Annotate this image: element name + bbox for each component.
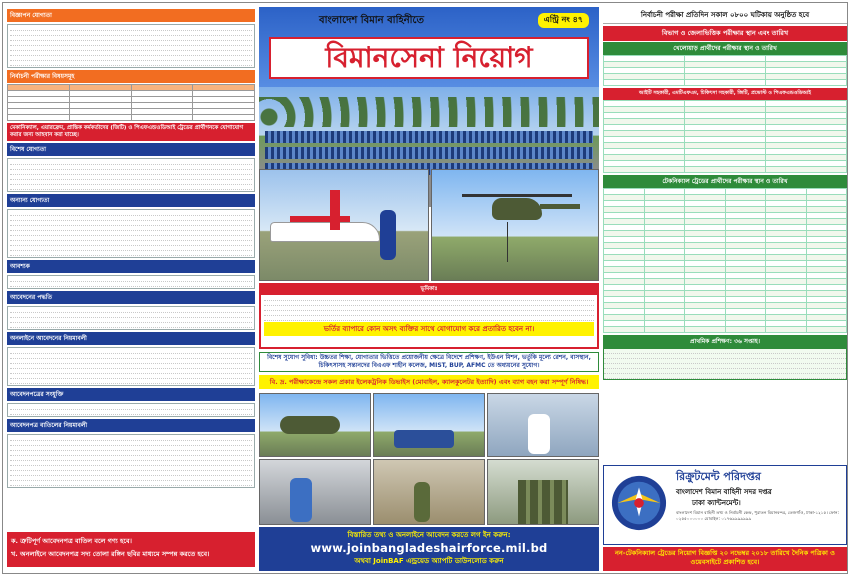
recruitment-office-box xyxy=(603,465,847,545)
it-schedule-header: আইটি সহকারী, এমটিএফএম, চিকিৎসা সহকারী, জিটি, প্রভোস্ট ও পিএফএন্ডওডিআই xyxy=(603,88,847,100)
left-footer-notice xyxy=(7,532,255,567)
footer-note-2: খ. অনলাইনে আবেদনপত্র সদ্য তোলা রঙ্গিন ছবির মাধ্যমে সম্পন্ন করতে হবে। xyxy=(11,550,210,558)
jet-aircraft-photo xyxy=(259,169,429,281)
banner-title: বিমানসেনা নিয়োগ xyxy=(269,37,589,79)
required-list xyxy=(7,275,255,289)
field-exercise-photo xyxy=(373,459,485,525)
fraud-warning: ভর্তির ব্যাপারে কোন অসৎ ব্যক্তির সাথে যোগাযোগ করে প্রতারিত হবেন না। xyxy=(264,322,594,336)
other-qualification-list xyxy=(7,209,255,258)
apply-line-1: বিস্তারিত তথ্য ও অনলাইনে আবেদন করতে লগ ইন করুন: xyxy=(347,531,511,539)
apply-url-link[interactable]: www.joinbangladeshairforce.mil.bd xyxy=(310,541,548,555)
trade-alert: মেকানিক্যাল, এয়ারফ্রেম, প্রান্তিক কর্মকর্তাদের (জিটি) ও পিএফএন্ডওডিআই ট্রেডের প্রার্থীগনকে যোগাযোগ করার জন্য আহবান করা যাচ্ছে। xyxy=(7,123,255,141)
middle-column xyxy=(259,7,599,571)
it-schedule-table xyxy=(603,100,847,173)
intro-box xyxy=(259,283,599,349)
training-header: প্রাথমিক প্রশিক্ষণ: ৩৬ সপ্তাহ। xyxy=(603,335,847,348)
general-schedule-header: খেলোয়াড় প্রার্থীদের পরীক্ষার স্থান ও তারিখ xyxy=(603,42,847,55)
section-header-qualification: বিজ্ঞাপন যোগ্যতা xyxy=(7,9,255,22)
air-force-emblem-icon xyxy=(610,474,668,532)
cancellation-list xyxy=(7,434,255,488)
recruitment-ad-page xyxy=(2,2,848,574)
technical-schedule-header: টেকনিক্যাল ট্রেডের প্রার্থীদের পরীক্ষার স্থান ও তারিখ xyxy=(603,175,847,188)
exam-device-note: বি. দ্র. পরীক্ষাকেন্দ্রে সকল প্রকার ইলেকট্রনিক ডিভাইস (মোবাইল, ক্যালকুলেটর ইত্যাদি) এবং ব্যাগ বহন করা সম্পূর্ণ নিষিদ্ধ। xyxy=(259,375,599,389)
schedule-header: বিভাগ ও জেলাভিত্তিক পরীক্ষার স্থান এবং তারিখ xyxy=(603,26,847,41)
exam-time-note: নির্বাচনী পরীক্ষা প্রতিদিন সকাল ০৮০০ ঘটিকায় অনুষ্ঠিত হবে xyxy=(603,7,847,24)
section-header-special: বিশেষ যোগ্যতা xyxy=(7,143,255,156)
general-schedule-table xyxy=(603,55,847,86)
online-rules-list xyxy=(7,347,255,386)
benefits-box: বিশেষ সুযোগ সুবিধা: উচ্চতর শিক্ষা, যোগ্যতার ভিত্তিতে প্রয়োজনীয় ক্ষেত্রে বিদেশে প্রশিক্ষণ, ইউএন মিশন, ভর্তুকি মূল্যে রেশন, বাসস্থান, চিকিৎসাসহ সন্তানদের বিএএফ শাহীন কলেজ, MIST, BUP, AFMC তে অধ্যয়নের সুযোগ। xyxy=(259,352,599,372)
exam-subjects-table xyxy=(7,84,255,121)
special-qualification-list xyxy=(7,158,255,192)
technical-schedule-table xyxy=(603,188,847,333)
recruit-address: বাংলাদেশ বিমান বাহিনী তথ্য ও নির্বাচনী কেন্দ্র, পুরাতন বিমানবন্দর, তেজগাঁও, ঢাকা-১২১৫। ফোন: ০২৫৫০০০০০০ মোবাইল: ০১৭৬৯৯৯৯৯৯৯ xyxy=(676,510,839,521)
attachments-list xyxy=(7,403,255,417)
training-class-photo xyxy=(487,393,599,457)
recruit-title: রিক্রুটমেন্ট পরিদপ্তর xyxy=(676,470,761,483)
left-column xyxy=(7,7,255,567)
apply-online-footer xyxy=(259,527,599,571)
section-header-exam-subjects: নির্বাচনী পরীক্ষার বিষয়সমূহ xyxy=(7,70,255,83)
section-header-online-rules: অনলাইনে আবেদনের নিয়মাবলী xyxy=(7,332,255,345)
helicopter-photo xyxy=(431,169,599,281)
nontechnical-notice: নন-টেকনিক্যাল ট্রেডের নিয়োগ বিজ্ঞপ্তি ২০ নভেম্বর ২০১৮ তারিখে দৈনিক পত্রিকা ও ওয়েবসাইটে প্রকাশিত হবে। xyxy=(603,547,847,571)
medical-team-photo xyxy=(259,459,371,525)
right-column xyxy=(603,7,847,571)
section-header-required: আবশ্যক xyxy=(7,260,255,273)
section-header-apply: আবেদনের পদ্ধতি xyxy=(7,291,255,304)
section-header-attachments: আবেদনপত্রের সংযুক্তি xyxy=(7,388,255,401)
apply-line-3: অথবা JoinBAF এন্ড্রয়েড অ্যাপটি ডাউনলোড করুন xyxy=(354,557,504,565)
section-header-cancellation: আবেদনপত্র বাতিলের নিয়মাবলী xyxy=(7,419,255,432)
recruit-hq: বাংলাদেশ বিমান বাহিনী সদর দপ্তর xyxy=(676,488,772,496)
soldiers-photo xyxy=(487,459,599,525)
recruit-location: ঢাকা ক্যান্টনমেন্ট। xyxy=(692,499,741,507)
qualification-list xyxy=(7,24,255,68)
police-vehicle-photo xyxy=(373,393,485,457)
section-header-other: অন্যান্য যোগ্যতা xyxy=(7,194,255,207)
ad-number-badge: এন্ট্রি নং ৪৭ xyxy=(538,13,589,28)
training-box xyxy=(603,348,847,380)
apply-method-list xyxy=(7,306,255,330)
intro-header: ভূমিকাঃ xyxy=(261,285,597,295)
footer-note-1: ক. ত্রুটিপূর্ণ আবেদনপত্র বাতিল বলে গণ্য হবে। xyxy=(11,537,132,545)
helicopter-ground-photo xyxy=(259,393,371,457)
banner-subtitle: বাংলাদেশ বিমান বাহিনীতে xyxy=(319,15,425,26)
